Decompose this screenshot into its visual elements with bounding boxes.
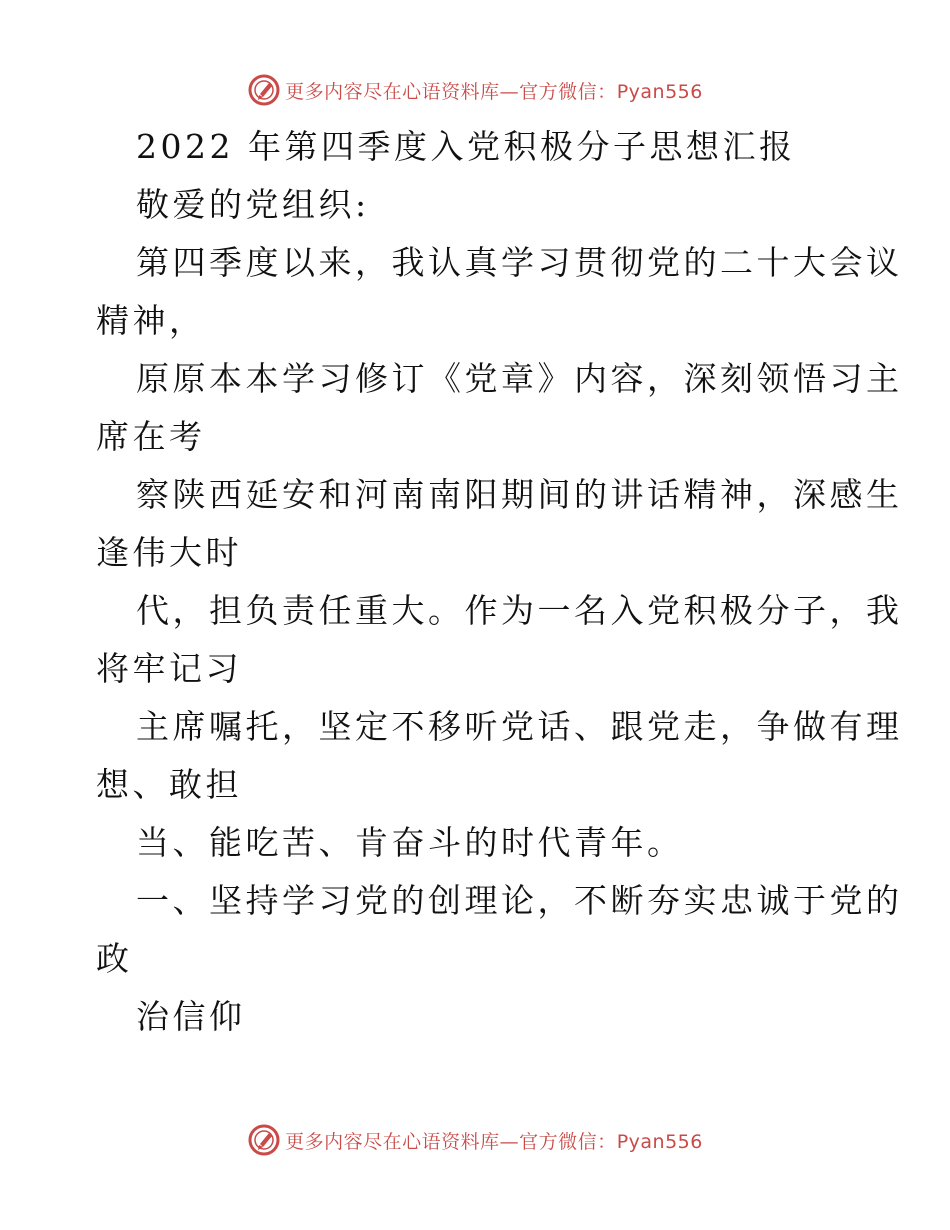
document-title: 2022 年第四季度入党积极分子思想汇报	[136, 127, 796, 166]
paragraph-line: 席在考	[96, 417, 206, 456]
watermark-wechat-id: Pyan556	[616, 1130, 703, 1153]
paragraph-line: 治信仰	[136, 997, 246, 1036]
paragraph-line: 政	[96, 939, 133, 978]
watermark-dash: —	[499, 80, 520, 103]
paragraph-line: 第四季度以来，我认真学习贯彻党的二十大会议	[136, 243, 903, 282]
paragraph-line: 察陕西延安和河南南阳期间的讲话精神，深感生	[136, 475, 903, 514]
paragraph-line: 主席嘱托，坚定不移听党话、跟党走，争做有理	[136, 707, 903, 746]
section-heading-line: 一、坚持学习党的创理论，不断夯实忠诚于党的	[136, 881, 903, 920]
paragraph-line: 想、敢担	[96, 765, 242, 804]
document-body	[96, 118, 903, 1046]
paragraph-line: 精神，	[96, 301, 206, 340]
paragraph-line: 逢伟大时	[96, 533, 242, 572]
watermark-wechat-id: Pyan556	[616, 80, 703, 103]
watermark-wechat-label: 官方微信：	[519, 1130, 617, 1153]
watermark-site-text: 更多内容尽在心语资料库	[285, 1130, 500, 1153]
pen-nib-circle-icon	[247, 1123, 281, 1157]
paragraph-line: 原原本本学习修订《党章》内容，深刻领悟习主	[136, 359, 903, 398]
watermark-wechat-label: 官方微信：	[519, 80, 617, 103]
watermark-header	[0, 70, 950, 110]
watermark-footer	[0, 1120, 950, 1160]
pen-nib-circle-icon	[247, 73, 281, 107]
paragraph-line: 将牢记习	[96, 649, 242, 688]
paragraph-line: 当、能吃苦、肯奋斗的时代青年。	[136, 823, 684, 862]
watermark-site-text: 更多内容尽在心语资料库	[285, 80, 500, 103]
document-salutation: 敬爱的党组织:	[136, 185, 370, 224]
watermark-dash: —	[499, 1130, 520, 1153]
paragraph-line: 代，担负责任重大。作为一名入党积极分子，我	[136, 591, 903, 630]
